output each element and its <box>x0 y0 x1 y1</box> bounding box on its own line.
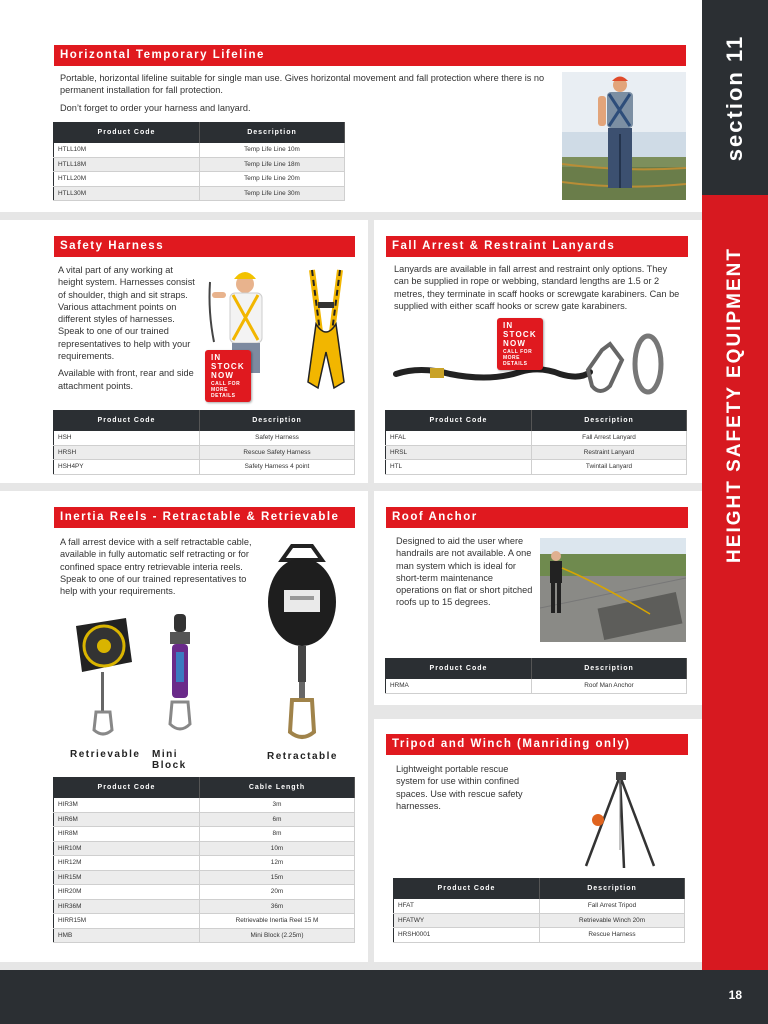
column-header: Description <box>540 879 685 899</box>
column-header: Description <box>532 411 687 431</box>
product-code: HRSH0001 <box>394 928 540 943</box>
lanyards-description <box>394 263 682 312</box>
inertia-description <box>60 536 265 597</box>
product-code: HTLL20M <box>54 172 200 187</box>
inertia-text: A fall arrest device with a self retractable cable, available in fully automatic self retracting or for confined space entry retrievable interia reels. Speak to one of our trained representatives to help with your requirements. <box>60 537 252 597</box>
anchor-text: Designed to aid the user where handrails are not available. A one man system which is ideal for short-term maintenance operations on flat or short pitched roofs up to 15 degrees. <box>396 536 533 608</box>
column-header: Cable Length <box>200 778 355 798</box>
table-row <box>54 186 345 201</box>
category-label <box>702 195 768 970</box>
product-description: Temp Life Line 30m <box>200 186 345 201</box>
harness-text-2: Available with front, rear and side attachment points. <box>58 368 194 391</box>
divider <box>368 220 374 483</box>
product-description: Safety Harness 4 point <box>200 460 355 475</box>
product-code: HRSL <box>386 445 532 460</box>
cable-length: 6m <box>200 812 355 827</box>
table-row <box>386 679 687 694</box>
lifeline-heading: Horizontal Temporary Lifeline <box>54 45 686 66</box>
table-row <box>54 172 345 187</box>
inertia-heading: Inertia Reels - Retractable & Retrievable <box>54 507 355 528</box>
product-code: HIR12M <box>54 856 200 871</box>
lifeline-description <box>60 72 555 114</box>
cable-length: 8m <box>200 827 355 842</box>
product-code: HFATWY <box>394 913 540 928</box>
table-row <box>54 870 355 885</box>
lanyards-table <box>385 410 687 475</box>
column-header: Product Code <box>394 879 540 899</box>
lifeline-text: Portable, horizontal lifeline suitable for single man use. Gives horizontal movement and fall protection where there is no permanent installation for fall protection. <box>60 73 545 96</box>
product-code: HIR15M <box>54 870 200 885</box>
product-code: HFAL <box>386 431 532 446</box>
cable-length: 20m <box>200 885 355 900</box>
anchor-description <box>396 535 536 609</box>
column-header: Product Code <box>386 411 532 431</box>
harness-text: A vital part of any working at height system. Harnesses consist of shoulder, thigh and sit straps. Various attachment points on different styles of harnesses. Speak to one of our trained representatives to help with your requirements. <box>58 265 195 362</box>
product-code: HTL <box>386 460 532 475</box>
cable-length: 12m <box>200 856 355 871</box>
product-description: Fall Arrest Lanyard <box>532 431 687 446</box>
product-description: Temp Life Line 18m <box>200 157 345 172</box>
harness-description <box>58 264 200 392</box>
page-number: 18 <box>728 988 742 1002</box>
inertia-table <box>53 777 355 943</box>
product-code: HIR3M <box>54 798 200 813</box>
section-label <box>702 0 768 195</box>
in-stock-badge <box>205 350 251 402</box>
product-code: HIR36M <box>54 899 200 914</box>
lanyards-text: Lanyards are available in fall arrest and restraint only options. They can be supplied in rope or webbing, standard lengths are 1.5 or 2 metres, they terminate in scaff hooks or screwgate karabiners. Can be supplied with either scaff hooks or screw gate karabiners. <box>394 264 680 311</box>
table-row <box>54 812 355 827</box>
table-row <box>54 914 355 929</box>
product-code: HIR20M <box>54 885 200 900</box>
cable-length: 36m <box>200 899 355 914</box>
column-header: Description <box>200 123 345 143</box>
table-row <box>386 431 687 446</box>
divider <box>0 962 702 970</box>
lifeline-text-2: Don’t forget to order your harness and lanyard. <box>60 102 251 113</box>
tripod-table <box>393 878 685 943</box>
product-code: HFAT <box>394 899 540 914</box>
product-code: HIR8M <box>54 827 200 842</box>
product-description: Fall Arrest Tripod <box>540 899 685 914</box>
table-row <box>54 899 355 914</box>
mini-block-photo <box>160 612 200 737</box>
column-header: Description <box>532 659 687 679</box>
tripod-photo <box>580 770 664 870</box>
table-row <box>54 431 355 446</box>
retrievable-reel-photo <box>68 612 138 737</box>
product-code: HIRR15M <box>54 914 200 929</box>
footer-bar <box>0 970 768 1024</box>
divider <box>0 483 702 491</box>
table-row <box>54 143 345 158</box>
table-row <box>394 928 685 943</box>
column-header: Description <box>200 411 355 431</box>
divider <box>0 212 702 220</box>
product-description: Twintail Lanyard <box>532 460 687 475</box>
product-code: HIR6M <box>54 812 200 827</box>
cable-length: 3m <box>200 798 355 813</box>
divider <box>374 705 702 719</box>
badge-subtext: CALL FOR MORE DETAILS <box>503 349 533 367</box>
product-description: Rescue Safety Harness <box>200 445 355 460</box>
table-row <box>394 899 685 914</box>
table-row <box>54 885 355 900</box>
product-description: Temp Life Line 20m <box>200 172 345 187</box>
product-description: Roof Man Anchor <box>532 679 687 694</box>
product-code: HRMA <box>386 679 532 694</box>
column-header: Product Code <box>386 659 532 679</box>
product-description: Rescue Harness <box>540 928 685 943</box>
anchor-table <box>385 658 687 694</box>
table-row <box>386 445 687 460</box>
product-code: HTLL18M <box>54 157 200 172</box>
product-code: HIR10M <box>54 841 200 856</box>
product-description: Safety Harness <box>200 431 355 446</box>
product-description: Retrievable Winch 20m <box>540 913 685 928</box>
table-row <box>54 928 355 943</box>
badge-text: IN STOCK NOW <box>211 353 245 380</box>
product-code: HTLL10M <box>54 143 200 158</box>
table-row <box>54 460 355 475</box>
table-row <box>54 445 355 460</box>
cable-length: Retrievable Inertia Reel 15 M <box>200 914 355 929</box>
product-description: Temp Life Line 10m <box>200 143 345 158</box>
roof-anchor-photo <box>540 538 686 642</box>
table-row <box>394 913 685 928</box>
mini-block-caption: Mini Block <box>152 749 187 771</box>
harness-table <box>53 410 355 475</box>
divider <box>368 491 374 970</box>
table-row <box>54 798 355 813</box>
lifeline-photo <box>562 72 686 200</box>
table-row <box>54 157 345 172</box>
section-label-text: section 11 <box>722 34 747 161</box>
product-code: HSH4PY <box>54 460 200 475</box>
retrievable-caption: Retrievable <box>70 749 141 760</box>
table-row <box>54 841 355 856</box>
in-stock-badge <box>497 318 543 370</box>
column-header: Product Code <box>54 778 200 798</box>
table-row <box>54 856 355 871</box>
retractable-reel-photo <box>262 542 342 742</box>
tripod-text: Lightweight portable rescue system for use within confined spaces. Use with rescue safety harnesses. <box>396 764 523 811</box>
cable-length: 10m <box>200 841 355 856</box>
lanyards-heading: Fall Arrest & Restraint Lanyards <box>386 236 688 257</box>
cable-length: 15m <box>200 870 355 885</box>
harness-heading: Safety Harness <box>54 236 355 257</box>
cable-length: Mini Block (2.25m) <box>200 928 355 943</box>
table-row <box>54 827 355 842</box>
badge-text: IN STOCK NOW <box>503 321 537 348</box>
column-header: Product Code <box>54 123 200 143</box>
tripod-heading: Tripod and Winch (Manriding only) <box>386 734 688 755</box>
lifeline-table <box>53 122 345 201</box>
product-code: HRSH <box>54 445 200 460</box>
product-code: HSH <box>54 431 200 446</box>
column-header: Product Code <box>54 411 200 431</box>
retractable-caption: Retractable <box>267 751 338 762</box>
badge-subtext: CALL FOR MORE DETAILS <box>211 381 241 399</box>
product-description: Restraint Lanyard <box>532 445 687 460</box>
product-code: HTLL30M <box>54 186 200 201</box>
product-code: HMB <box>54 928 200 943</box>
table-row <box>386 460 687 475</box>
category-label-text: HEIGHT SAFETY EQUIPMENT <box>724 247 745 563</box>
anchor-heading: Roof Anchor <box>386 507 688 528</box>
tripod-description <box>396 763 534 812</box>
